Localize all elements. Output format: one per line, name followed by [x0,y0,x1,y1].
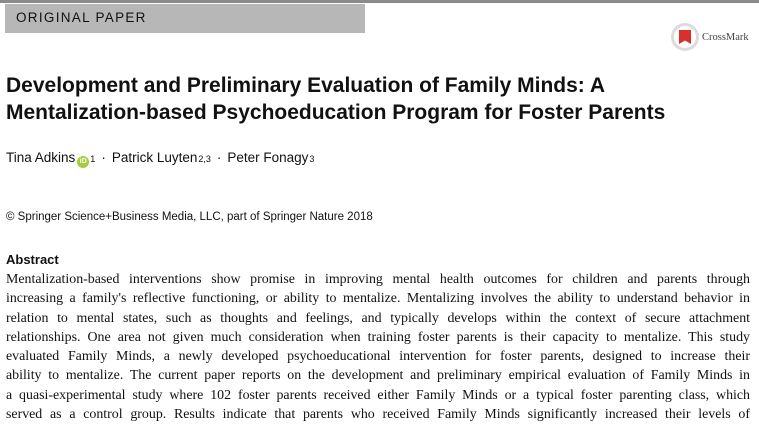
copyright-notice: © Springer Science+Business Media, LLC, part of Springer Nature 2018 [6,211,373,223]
author-name[interactable]: Peter Fonagy [227,150,309,165]
abstract-body [6,270,750,424]
abstract-line: served as a control group. Results indicate that parents who received Family Minds significantly increased their levels of [6,406,750,422]
author-affiliation: 3 [309,154,315,164]
abstract-line: Mentalization-based interventions show promise in improving mental health outcomes for children and parents through [6,272,750,287]
title-line: Mentalization-based Psychoeducation Program for Foster Parents [6,101,666,124]
author-separator: · [101,150,106,165]
paper-title [6,72,746,126]
abstract-line: evaluated Family Minds, a newly developed psychoeducational intervention for foster parents, designed to increase their [6,349,750,364]
author-name[interactable]: Tina Adkins [6,150,76,165]
orcid-icon[interactable]: iD [77,156,89,168]
crossmark-badge[interactable] [670,22,749,52]
top-rule [0,0,759,3]
crossmark-label: CrossMark [702,31,749,43]
section-label: ORIGINAL PAPER [16,10,147,25]
abstract-line: a quasi-experimental study where 102 foster parents received either Family Minds or a typical foster parenting class, which [6,387,750,403]
author-name[interactable]: Patrick Luyten [111,150,198,165]
author-list [6,150,314,167]
author-separator: · [216,150,222,165]
abstract-heading: Abstract [6,252,59,267]
section-label-band [5,4,365,33]
title-line: Development and Preliminary Evaluation of Family Minds: A [6,74,606,97]
crossmark-icon [670,22,700,52]
author-affiliation: 2,3 [198,154,211,164]
author-affiliation: 1 [90,154,96,164]
abstract-line: relation to mental states, such as thoughts and feelings, and typically develops within the context of secure attachment [6,310,750,326]
abstract-line: relationships. One area not given much consideration when training foster parents is their capacity to mentalize. This study [6,329,750,345]
abstract-line: increasing a family's reflective functioning, or ability to mentalize. Mentalizing involves the ability to understand behavior in [6,291,750,307]
abstract-line: ability to mentalize. The current paper reports on the development and preliminary empirical evaluation of Family Minds in [6,368,750,384]
